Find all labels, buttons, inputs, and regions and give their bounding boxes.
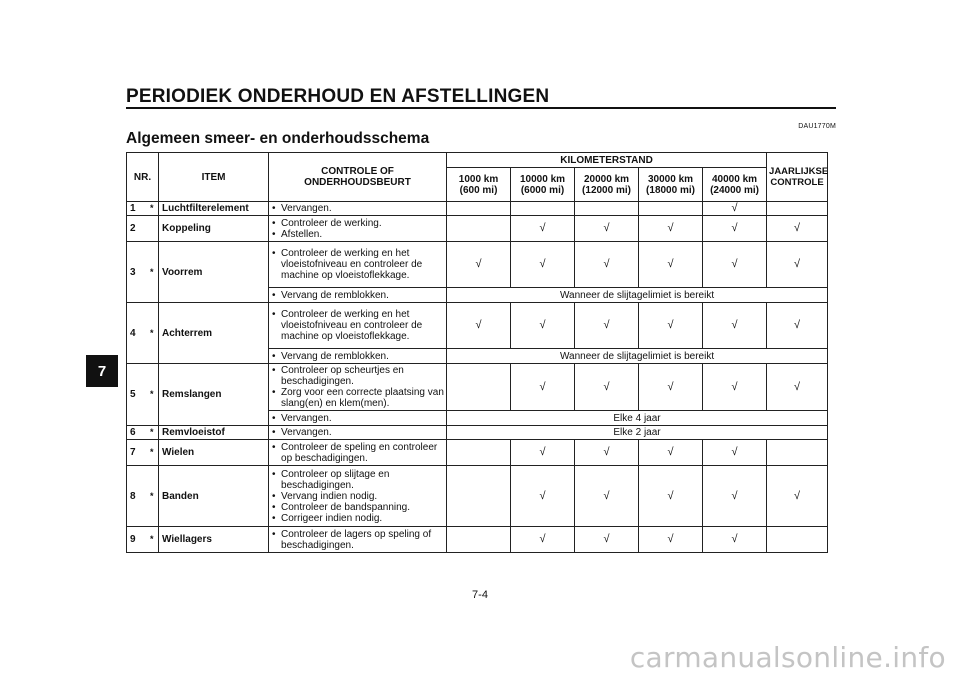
row-interval: Wanneer de slijtagelimiet is bereikt xyxy=(447,288,828,303)
row-actions xyxy=(269,364,447,411)
action-list xyxy=(272,309,444,342)
row-sub-action xyxy=(269,411,447,426)
action-item: • Controleer de werking en het vloeistofniveau en controleer de machine op vloeistoflekkage. xyxy=(272,309,444,342)
action-item: • Controleer de bandspanning. xyxy=(272,502,444,513)
action-item: • Afstellen. xyxy=(272,229,444,240)
check-cell xyxy=(511,242,575,288)
check-mark: √ xyxy=(731,489,738,502)
check-cell xyxy=(511,202,575,216)
check-cell xyxy=(511,364,575,411)
row-number: 1 xyxy=(127,202,146,216)
check-cell xyxy=(703,364,767,411)
check-cell xyxy=(575,364,639,411)
check-mark: √ xyxy=(667,489,674,502)
row-star xyxy=(146,216,159,242)
row-interval: Wanneer de slijtagelimiet is bereikt xyxy=(447,349,828,364)
check-cell xyxy=(447,202,511,216)
check-mark: √ xyxy=(603,446,610,458)
maintenance-table xyxy=(126,152,828,553)
page-number: 7-4 xyxy=(472,589,488,601)
check-cell xyxy=(575,440,639,466)
km-value: 20000 km xyxy=(583,173,630,185)
row-actions xyxy=(269,440,447,466)
header-item: ITEM xyxy=(159,153,269,202)
row-number: 6 xyxy=(127,426,146,440)
check-mark: √ xyxy=(667,533,674,545)
check-mark: √ xyxy=(794,380,801,393)
check-mark: √ xyxy=(731,222,738,234)
km-value: 1000 km xyxy=(458,173,499,185)
row-item: Wiellagers xyxy=(159,527,269,553)
check-cell xyxy=(511,440,575,466)
action-item: • Controleer op slijtage en beschadigingen. xyxy=(272,469,444,491)
check-cell xyxy=(511,303,575,349)
check-cell xyxy=(767,364,828,411)
action-list xyxy=(272,442,444,464)
mi-value: (18000 mi) xyxy=(646,184,695,196)
check-cell xyxy=(575,202,639,216)
check-cell xyxy=(511,216,575,242)
km-value: 30000 km xyxy=(647,173,694,185)
check-cell xyxy=(575,527,639,553)
document-code: DAU1770M xyxy=(798,123,836,130)
row-number: 8 xyxy=(127,466,146,527)
check-cell xyxy=(639,364,703,411)
row-actions xyxy=(269,426,447,440)
check-mark: √ xyxy=(731,258,738,270)
check-mark: √ xyxy=(475,258,482,270)
check-mark: √ xyxy=(539,446,546,458)
action-list xyxy=(272,218,444,240)
check-cell xyxy=(767,242,828,288)
check-mark: √ xyxy=(667,319,674,331)
check-cell xyxy=(511,527,575,553)
action-list xyxy=(272,529,444,551)
check-cell xyxy=(447,440,511,466)
action-item: • Corrigeer indien nodig. xyxy=(272,513,444,524)
action-list xyxy=(272,203,444,214)
check-mark: √ xyxy=(667,258,674,270)
title-underline xyxy=(126,107,836,109)
mi-value: (6000 mi) xyxy=(520,184,565,196)
check-cell xyxy=(447,364,511,411)
check-mark: √ xyxy=(539,533,546,545)
row-star: * xyxy=(146,440,159,466)
action-list xyxy=(272,248,444,281)
row-actions xyxy=(269,303,447,349)
check-cell xyxy=(575,303,639,349)
check-cell xyxy=(703,303,767,349)
check-mark: √ xyxy=(539,380,546,393)
check-mark: √ xyxy=(539,258,546,270)
check-cell xyxy=(639,303,703,349)
check-mark: √ xyxy=(667,380,674,393)
check-mark: √ xyxy=(603,380,610,393)
action-list xyxy=(272,365,444,409)
check-cell xyxy=(447,242,511,288)
check-cell xyxy=(703,202,767,216)
row-item: Banden xyxy=(159,466,269,527)
check-mark: √ xyxy=(731,202,738,214)
section-title: Algemeen smeer- en onderhoudsschema xyxy=(126,130,430,147)
action-list xyxy=(272,290,444,301)
row-item: Remvloeistof xyxy=(159,426,269,440)
check-mark: √ xyxy=(794,319,801,331)
watermark: carmanualsonline.info xyxy=(629,641,946,674)
header-km: KILOMETERSTAND xyxy=(447,153,767,168)
chapter-tab: 7 xyxy=(86,355,118,387)
action-item: • Vervang de remblokken. xyxy=(272,290,444,301)
check-mark: √ xyxy=(539,319,546,331)
check-mark: √ xyxy=(731,319,738,331)
check-mark: √ xyxy=(475,319,482,331)
check-cell xyxy=(447,466,511,527)
action-item: • Controleer de werking en het vloeistofniveau en controleer de machine op vloeistoflekkage. xyxy=(272,248,444,281)
row-actions xyxy=(269,527,447,553)
check-mark: √ xyxy=(603,319,610,331)
header-km-1 xyxy=(511,168,575,202)
row-star: * xyxy=(146,202,159,216)
row-item: Wielen xyxy=(159,440,269,466)
action-item: • Controleer de speling en controleer op beschadigingen. xyxy=(272,442,444,464)
row-number: 2 xyxy=(127,216,146,242)
row-number: 4 xyxy=(127,303,146,364)
check-cell xyxy=(639,216,703,242)
row-item: Remslangen xyxy=(159,364,269,426)
check-cell xyxy=(639,242,703,288)
row-item: Voorrem xyxy=(159,242,269,303)
table-row xyxy=(127,216,828,242)
header-km-2 xyxy=(575,168,639,202)
row-number: 3 xyxy=(127,242,146,303)
header-nr: NR. xyxy=(127,153,159,202)
check-mark: √ xyxy=(794,489,801,502)
check-cell xyxy=(767,440,828,466)
check-mark: √ xyxy=(667,222,674,234)
action-item: • Controleer de lagers op speling of beschadigingen. xyxy=(272,529,444,551)
check-cell xyxy=(639,527,703,553)
check-cell xyxy=(767,216,828,242)
check-cell xyxy=(447,216,511,242)
header-yearly: JAARLIJKSE CONTROLE xyxy=(767,153,828,202)
mi-value: (600 mi) xyxy=(459,184,498,196)
row-actions xyxy=(269,202,447,216)
check-mark: √ xyxy=(603,489,610,502)
row-star: * xyxy=(146,303,159,364)
check-mark: √ xyxy=(731,533,738,545)
action-item: • Controleer op scheurtjes en beschadigingen. xyxy=(272,365,444,387)
check-cell xyxy=(767,303,828,349)
check-cell xyxy=(575,216,639,242)
row-number: 7 xyxy=(127,440,146,466)
table-row xyxy=(127,303,828,349)
table-row xyxy=(127,440,828,466)
check-cell xyxy=(639,466,703,527)
action-list xyxy=(272,427,444,438)
check-cell xyxy=(703,466,767,527)
table-row xyxy=(127,242,828,288)
km-value: 10000 km xyxy=(519,173,566,185)
header-km-0 xyxy=(447,168,511,202)
check-mark: √ xyxy=(794,258,801,270)
table-row xyxy=(127,527,828,553)
check-cell xyxy=(767,527,828,553)
check-cell xyxy=(703,527,767,553)
action-item: • Vervangen. xyxy=(272,413,444,424)
mi-value: (24000 mi) xyxy=(710,184,759,196)
action-item: • Controleer de werking. xyxy=(272,218,444,229)
row-interval: Elke 4 jaar xyxy=(447,411,828,426)
row-star: * xyxy=(146,466,159,527)
check-cell xyxy=(447,303,511,349)
table-row xyxy=(127,364,828,411)
check-cell xyxy=(639,202,703,216)
check-cell xyxy=(447,527,511,553)
row-star: * xyxy=(146,364,159,426)
table-row xyxy=(127,202,828,216)
check-cell xyxy=(767,466,828,527)
check-cell xyxy=(511,466,575,527)
km-value: 40000 km xyxy=(712,173,758,185)
table-row xyxy=(127,426,828,440)
check-mark: √ xyxy=(603,258,610,270)
action-list xyxy=(272,351,444,362)
row-star: * xyxy=(146,527,159,553)
row-interval: Elke 2 jaar xyxy=(447,426,828,440)
header-control: CONTROLE OF ONDERHOUDSBEURT xyxy=(269,153,447,202)
row-number: 9 xyxy=(127,527,146,553)
row-actions xyxy=(269,466,447,527)
action-item: • Vervang de remblokken. xyxy=(272,351,444,362)
row-item: Koppeling xyxy=(159,216,269,242)
row-actions xyxy=(269,242,447,288)
check-mark: √ xyxy=(731,446,738,458)
row-number: 5 xyxy=(127,364,146,426)
table-row xyxy=(127,466,828,527)
action-list xyxy=(272,469,444,524)
check-mark: √ xyxy=(667,446,674,458)
header-km-4 xyxy=(703,168,767,202)
check-mark: √ xyxy=(539,222,546,234)
check-cell xyxy=(703,242,767,288)
row-item: Achterrem xyxy=(159,303,269,364)
action-item: • Vervangen. xyxy=(272,427,444,438)
row-item: Luchtfilterelement xyxy=(159,202,269,216)
check-mark: √ xyxy=(731,380,738,393)
row-star: * xyxy=(146,426,159,440)
check-cell xyxy=(639,440,703,466)
check-mark: √ xyxy=(794,222,801,234)
action-item: • Vervang indien nodig. xyxy=(272,491,444,502)
check-mark: √ xyxy=(603,533,610,545)
mi-value: (12000 mi) xyxy=(582,184,631,196)
page-title: PERIODIEK ONDERHOUD EN AFSTELLINGEN xyxy=(126,86,550,107)
check-cell xyxy=(575,466,639,527)
action-list xyxy=(272,413,444,424)
check-cell xyxy=(703,216,767,242)
check-cell xyxy=(575,242,639,288)
header-km-3 xyxy=(639,168,703,202)
action-item: • Vervangen. xyxy=(272,203,444,214)
row-sub-action xyxy=(269,349,447,364)
row-actions xyxy=(269,216,447,242)
row-star: * xyxy=(146,242,159,303)
check-cell xyxy=(767,202,828,216)
check-mark: √ xyxy=(603,222,610,234)
check-mark: √ xyxy=(539,489,546,502)
action-item: • Zorg voor een correcte plaatsing van slang(en) en klem(men). xyxy=(272,387,444,409)
check-cell xyxy=(703,440,767,466)
row-sub-action xyxy=(269,288,447,303)
